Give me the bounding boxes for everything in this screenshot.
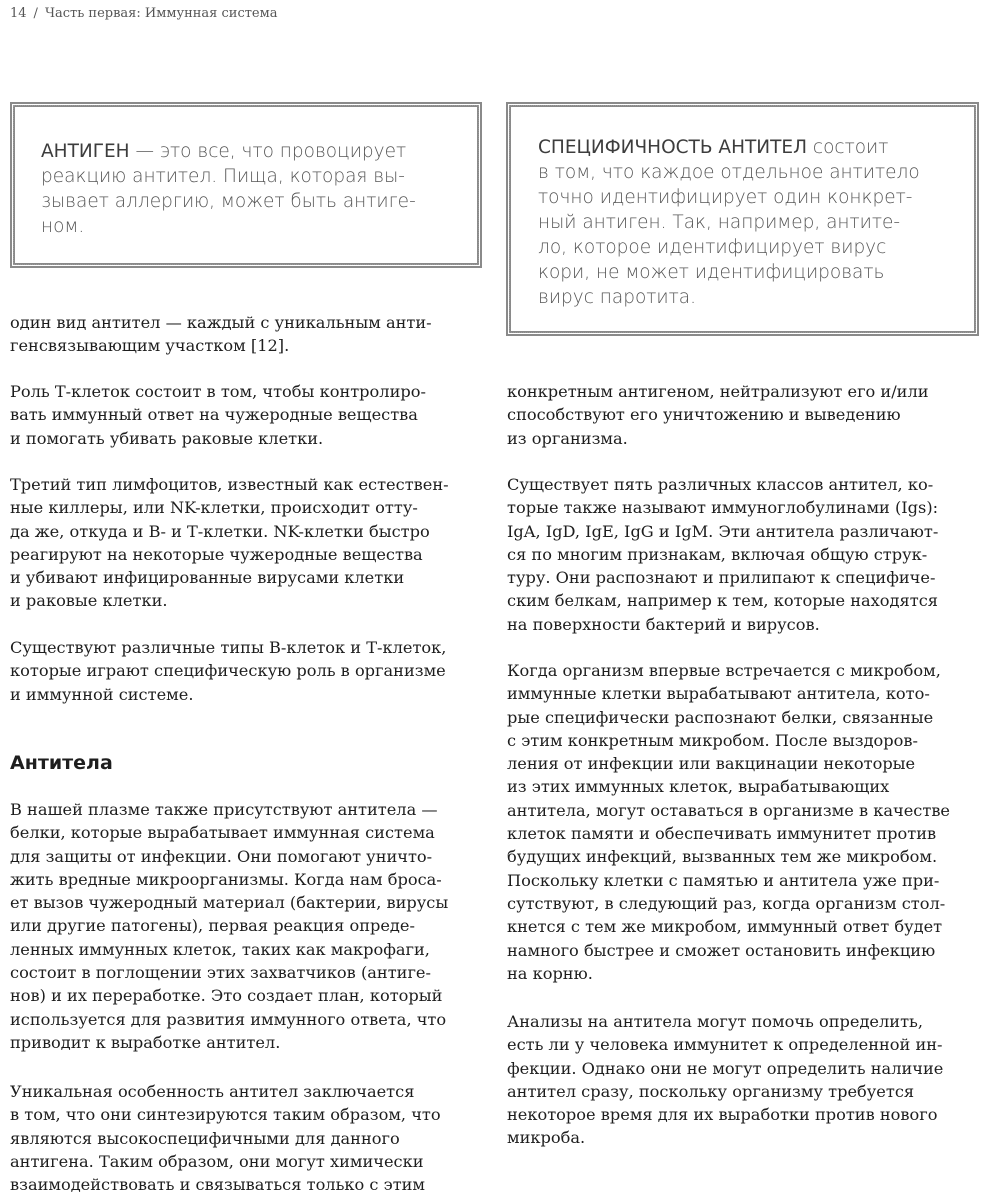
text-line: намного быстрее и сможет остановить инфекцию xyxy=(507,940,936,960)
text-line: иммунные клетки вырабатывают антитела, кото- xyxy=(507,684,930,704)
text-line: рые специфически распознают белки, связанные xyxy=(507,707,934,727)
text-line: Анализы на антитела могут помочь определить, xyxy=(507,1012,923,1031)
section-title: Часть первая: Иммунная система xyxy=(44,6,278,21)
text-line: микроба. xyxy=(507,1128,586,1148)
callout-antibody-specificity xyxy=(506,102,979,336)
text-line: Существуют различные типы В-клеток и Т-клеток, xyxy=(10,638,447,657)
text-line: торые также называют иммуноглобулинами (Igs): xyxy=(507,498,939,518)
text-line: да же, откуда и В- и Т-клетки. NK-клетки быстро xyxy=(10,521,430,541)
callout-text: состоит xyxy=(807,137,889,158)
text-line: ским белкам, например к тем, которые находятся xyxy=(507,591,938,611)
callout-line xyxy=(41,139,457,164)
text-line: антитела, могут оставаться в организме в качестве xyxy=(507,800,951,820)
text-line: и иммунной системе. xyxy=(10,684,194,704)
text-line: ленных иммунных клеток, таких как макрофаги, xyxy=(10,939,430,959)
text-line: и помогать убивать раковые клетки. xyxy=(10,428,324,448)
callout-line: в том, что каждое отдельное антитело xyxy=(538,162,920,183)
text-line: кнется с тем же микробом, иммунный ответ будет xyxy=(507,917,943,937)
text-line: ления от инфекции или вакцинации некоторые xyxy=(507,754,916,774)
callout-term: АНТИГЕН xyxy=(41,141,130,162)
text-line: на корню. xyxy=(507,963,593,983)
paragraph xyxy=(10,1080,441,1196)
running-header xyxy=(10,6,277,21)
text-line: IgA, IgD, IgE, IgG и IgM. Эти антитела различают- xyxy=(507,521,939,541)
text-line: взаимодействовать и связываться только с этим xyxy=(10,1175,426,1195)
text-line: ся по многим признакам, включая общую струк- xyxy=(507,544,928,564)
callout-line: ном. xyxy=(41,216,85,237)
callout-term: СПЕЦИФИЧНОСТЬ АНТИТЕЛ xyxy=(538,137,808,158)
text-line: клеток памяти и обеспечивать иммунитет против xyxy=(507,824,937,844)
callout-line xyxy=(538,135,954,160)
callout-line: реакцию антител. Пища, которая вы- xyxy=(41,166,405,187)
text-line: есть ли у человека иммунитет к определенной ин- xyxy=(507,1035,943,1055)
paragraph xyxy=(507,659,950,985)
text-line: фекции. Однако они не могут определить наличие xyxy=(507,1058,944,1078)
text-line: Существует пять различных классов антител, ко- xyxy=(507,475,934,494)
text-line: являются высокоспецифичными для данного xyxy=(10,1128,400,1148)
text-line: В нашей плазме также присутствуют антитела — xyxy=(10,800,438,819)
text-line: ет вызов чужеродный материал (бактерии, вирусы xyxy=(10,893,449,913)
text-line: вать иммунный ответ на чужеродные вещества xyxy=(10,405,418,425)
paragraph xyxy=(10,473,449,613)
text-line: Поскольку клетки с памятью и антитела уже при- xyxy=(507,870,940,890)
text-line: антител сразу, поскольку организму требуется xyxy=(507,1081,915,1101)
header-separator: / xyxy=(33,6,38,21)
text-line: и раковые клетки. xyxy=(10,591,168,611)
paragraph xyxy=(10,798,448,1054)
callout-line: точно идентифицирует один конкрет- xyxy=(538,187,913,208)
text-line: приводит к выработке антител. xyxy=(10,1032,281,1052)
text-line: и убивают инфицированные вирусами клетки xyxy=(10,568,405,588)
text-line: из организма. xyxy=(507,428,628,448)
text-line: Уникальная особенность антител заключается xyxy=(10,1082,415,1101)
text-line: белки, которые вырабатывает иммунная система xyxy=(10,823,435,843)
text-line: будущих инфекций, вызванных тем же микробом. xyxy=(507,847,938,867)
paragraph xyxy=(507,380,929,450)
callout-text: — это все, что провоцирует xyxy=(129,141,407,162)
text-line: способствуют его уничтожению и выведению xyxy=(507,405,901,425)
paragraph xyxy=(507,1010,943,1150)
text-line: антигена. Таким образом, они могут химически xyxy=(10,1151,424,1171)
paragraph xyxy=(10,380,426,450)
text-line: Когда организм впервые встречается с микробом, xyxy=(507,661,941,680)
text-line: ные киллеры, или NK-клетки, происходит отту- xyxy=(10,498,418,518)
paragraph xyxy=(10,311,432,358)
text-line: сутствуют, в следующий раз, когда организм стол- xyxy=(507,893,946,913)
text-line: туру. Они распознают и прилипают к специфиче- xyxy=(507,568,936,588)
text-line: для защиты от инфекции. Они помогают уничто- xyxy=(10,846,433,866)
text-line: Третий тип лимфоцитов, известный как естествен- xyxy=(10,475,449,494)
callout-line: вирус паротита. xyxy=(538,287,696,308)
text-line: используется для развития иммунного ответа, что xyxy=(10,1009,447,1029)
text-line: Роль Т-клеток состоит в том, чтобы контролиро- xyxy=(10,382,426,401)
text-line: на поверхности бактерий и вирусов. xyxy=(507,614,820,634)
text-line: из этих иммунных клеток, вырабатывающих xyxy=(507,777,890,797)
callout-line: ный антиген. Так, например, антите- xyxy=(538,212,901,233)
text-line: нов) и их переработке. Это создает план, который xyxy=(10,986,443,1006)
text-line: с этим конкретным микробом. После выздоров- xyxy=(507,730,918,750)
callout-line: кори, не может идентифицировать xyxy=(538,262,885,283)
text-line: реагируют на некоторые чужеродные вещества xyxy=(10,544,423,564)
text-line: в том, что они синтезируются таким образом, что xyxy=(10,1105,441,1125)
text-line: некоторое время для их выработки против нового xyxy=(507,1105,938,1125)
text-line: состоит в поглощении этих захватчиков (антиге- xyxy=(10,963,431,983)
text-line: или другие патогены), первая реакция опреде- xyxy=(10,916,415,936)
callout-line: зывает аллергию, может быть антиге- xyxy=(41,191,416,212)
text-line: один вид антител — каждый с уникальным анти- xyxy=(10,313,432,332)
paragraph xyxy=(10,636,446,706)
text-line: генсвязывающим участком [12]. xyxy=(10,336,290,356)
callout-line: ло, которое идентифицирует вирус xyxy=(538,237,887,258)
callout-antigen xyxy=(10,102,482,268)
text-line: жить вредные микроорганизмы. Когда нам броса- xyxy=(10,869,442,889)
paragraph xyxy=(507,473,938,636)
text-line: которые играют специфическую роль в организме xyxy=(10,661,446,681)
text-line: конкретным антигеном, нейтрализуют его и/или xyxy=(507,382,929,401)
section-heading: Антитела xyxy=(10,752,113,774)
page-number: 14 xyxy=(10,6,27,21)
